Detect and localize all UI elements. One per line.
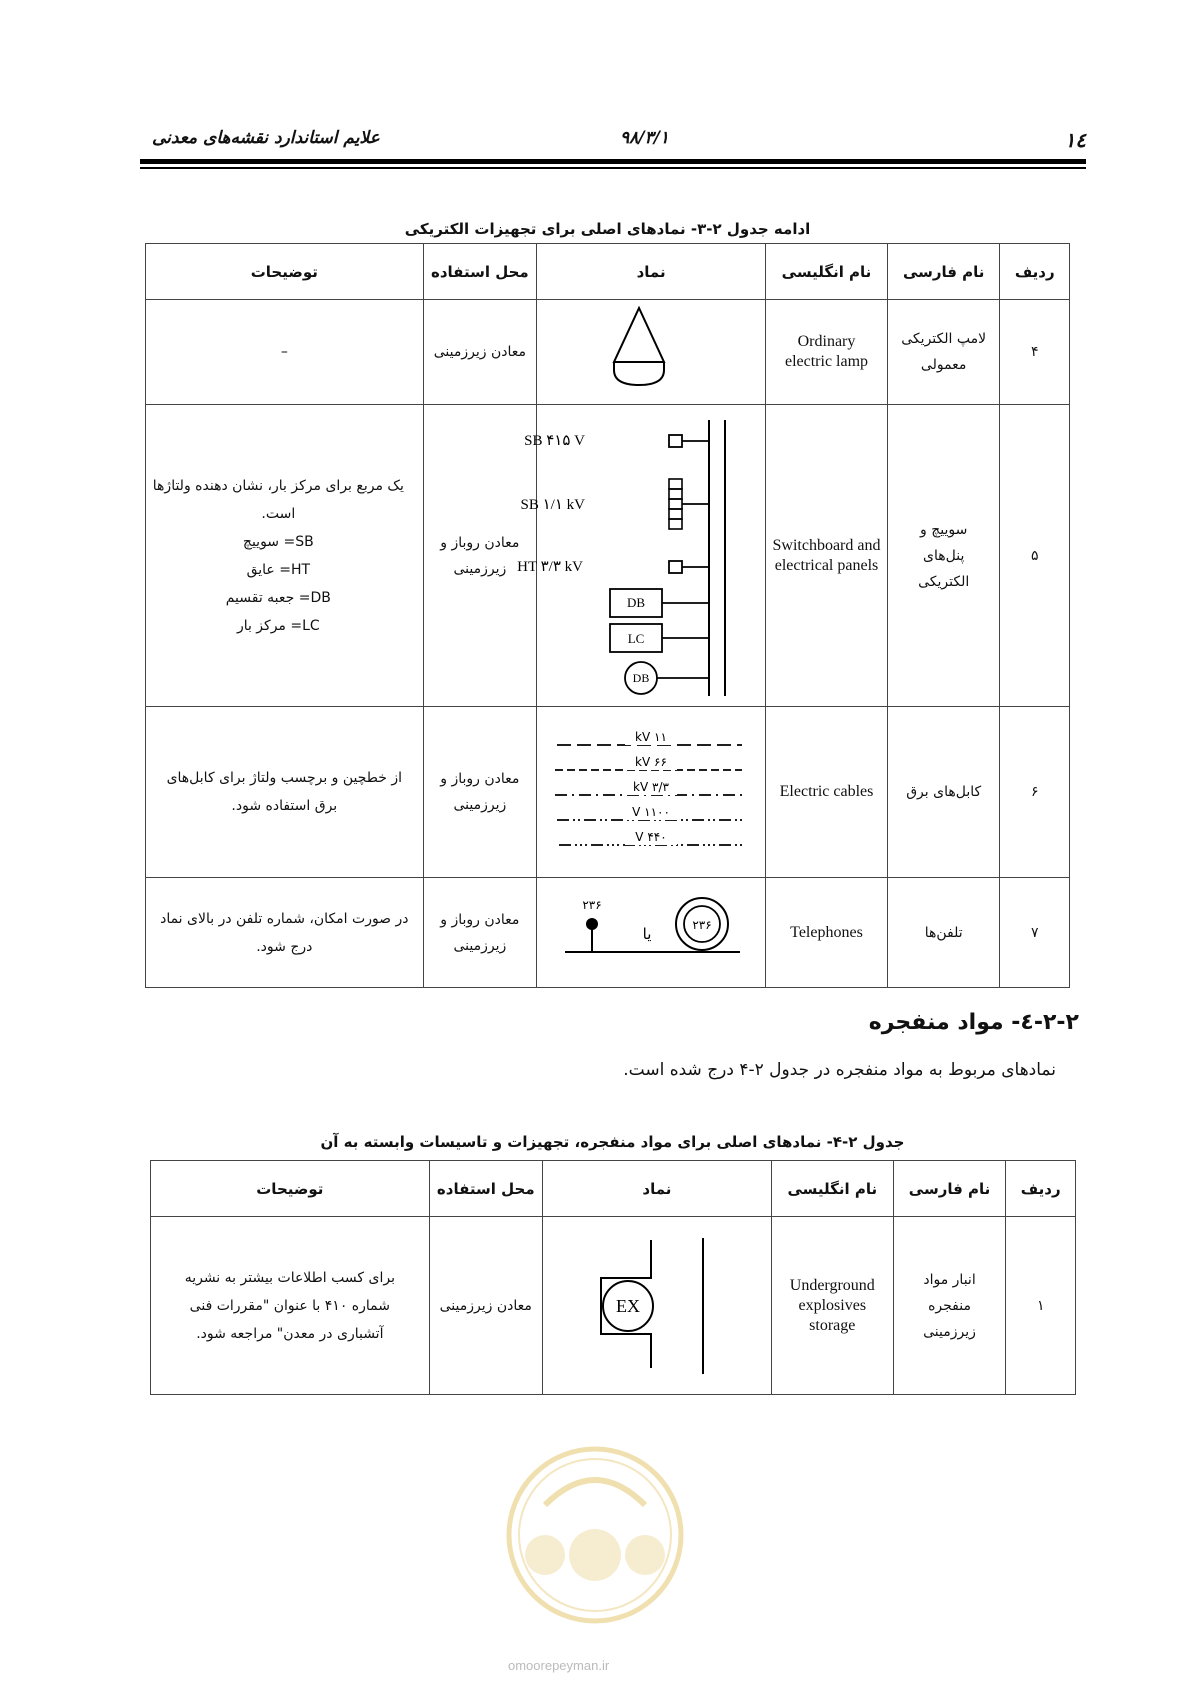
header-en-name: نام انگلیسی xyxy=(771,1161,893,1217)
row-number: ۴ xyxy=(1000,300,1070,405)
fa-name: انبار مواد منفجره زیرزمینی xyxy=(923,1271,976,1340)
usage: معادن زیرزمینی xyxy=(429,1217,542,1395)
sb-415-label: SB ۴۱۵ V xyxy=(524,432,586,449)
header-notes: توضیحات xyxy=(151,1161,430,1217)
row-number: ۱ xyxy=(1006,1217,1076,1395)
table-row xyxy=(151,1217,1076,1395)
lc-box-label: LC xyxy=(627,630,645,646)
header-symbol: نماد xyxy=(542,1161,771,1217)
cable-label-3-3kv: ۳/۳ kV xyxy=(633,780,670,794)
header-usage: محل استفاده xyxy=(423,244,536,300)
note-line: یک مربع برای مرکز بار، نشان دهنده ولتاژها xyxy=(152,477,404,494)
table2 xyxy=(150,1160,1076,1395)
table1 xyxy=(145,243,1070,988)
usage: معادن روباز و زیرزمینی xyxy=(440,534,520,577)
header-fa-name: نام فارسی xyxy=(887,244,1000,300)
cable-label-440v: ۴۴۰ V xyxy=(635,830,667,844)
table-row xyxy=(146,300,1070,405)
phone-circle-label: ۲۳۶ xyxy=(692,917,712,932)
header-row-num: ردیف xyxy=(1000,244,1070,300)
notes: در صورت امکان، شماره تلفن در بالای نماد درج شود. xyxy=(160,910,409,955)
watermark-logo xyxy=(505,1445,685,1629)
usage: معادن روباز و زیرزمینی xyxy=(440,911,520,954)
cable-label-66kv: ۶۶ kV xyxy=(635,755,668,769)
switchboard-symbol xyxy=(517,406,765,706)
row-number: ۷ xyxy=(1000,878,1070,988)
watermark-text: omoorepeyman.ir xyxy=(508,1658,610,1673)
table-row xyxy=(146,405,1070,707)
header-rule-thin xyxy=(140,167,1086,169)
note-line: DB= جعبه تقسیم xyxy=(225,589,331,606)
cable-label-11kv: ۱۱ kV xyxy=(635,730,668,744)
explosives-storage-symbol xyxy=(543,1218,771,1394)
header-rule xyxy=(140,159,1086,164)
usage: معادن روباز و زیرزمینی xyxy=(440,771,520,813)
notes: – xyxy=(146,300,424,405)
cables-symbol xyxy=(537,707,765,877)
table-row xyxy=(146,707,1070,878)
table-row xyxy=(146,878,1070,988)
en-name: Ordinary electric lamp xyxy=(784,333,869,370)
header-usage: محل استفاده xyxy=(429,1161,542,1217)
note-line: HT= عایق xyxy=(246,561,311,578)
fa-name: سوییچ و پنل‌های الکتریکی xyxy=(918,521,970,590)
fa-name: تلفن‌ها xyxy=(887,878,1000,988)
notes: برای کسب اطلاعات بیشتر به نشریه شماره ۴۱۰ با عنوان "مقررات فنی آتشباری در معدن" مراجعه شود. xyxy=(184,1269,395,1342)
header-symbol: نماد xyxy=(537,244,766,300)
row-number: ۶ xyxy=(1000,707,1070,878)
section-heading: ۲-۲-٤- مواد منفجره xyxy=(868,1010,1079,1035)
lamp-symbol xyxy=(537,300,765,400)
header-en-name: نام انگلیسی xyxy=(766,244,888,300)
header-fa-name: نام فارسی xyxy=(893,1161,1006,1217)
document-title: علایم استاندارد نقشه‌های معدنی xyxy=(152,128,380,148)
note-line: SB= سوییچ xyxy=(242,533,314,550)
fa-name: لامپ الکتریکی معمولی xyxy=(901,331,987,373)
ht-label: HT ۳/۳ kV xyxy=(517,558,584,575)
cable-label-1100v: ۱۱۰۰ V xyxy=(632,805,671,819)
en-name: Electric cables xyxy=(779,783,874,800)
usage: معادن زیرزمینی xyxy=(423,300,536,405)
phone-number-label: ۲۳۶ xyxy=(582,897,602,912)
en-name: Underground explosives storage xyxy=(789,1276,875,1334)
or-label: یا xyxy=(642,924,652,943)
note-line: است. xyxy=(261,505,296,522)
telephone-symbol xyxy=(537,879,765,987)
en-name: Telephones xyxy=(790,923,863,941)
db-circle-label: DB xyxy=(632,670,650,685)
row-number: ۵ xyxy=(1000,405,1070,707)
fa-name: کابل‌های برق xyxy=(887,707,1000,878)
section-paragraph: نمادهای مربوط به مواد منفجره در جدول ۲-۴ درج شده است. xyxy=(623,1060,1056,1080)
db-box-label: DB xyxy=(627,594,646,610)
table1-caption: ادامه جدول ۲-۳- نمادهای اصلی برای تجهیزات الکتریکی xyxy=(404,220,811,238)
en-name: Switchboard and electrical panels xyxy=(772,536,881,574)
notes: از خطچین و برچسب ولتاژ برای کابل‌های برق استفاده شود. xyxy=(166,770,403,814)
sb-1-1kv-label: SB ۱/۱ kV xyxy=(520,496,586,513)
ex-label: EX xyxy=(615,1295,640,1316)
notes xyxy=(146,405,424,707)
header-row-num: ردیف xyxy=(1006,1161,1076,1217)
header-notes: توضیحات xyxy=(146,244,424,300)
table2-caption: جدول ۲-۴- نمادهای اصلی برای مواد منفجره، تجهیزات و تاسیسات وابسته به آن xyxy=(320,1133,905,1151)
note-line: LC= مرکز بار xyxy=(236,617,320,634)
page-number: ۱٤ xyxy=(1064,128,1086,152)
document-date: ۹۸/۳/۱ xyxy=(620,128,669,148)
